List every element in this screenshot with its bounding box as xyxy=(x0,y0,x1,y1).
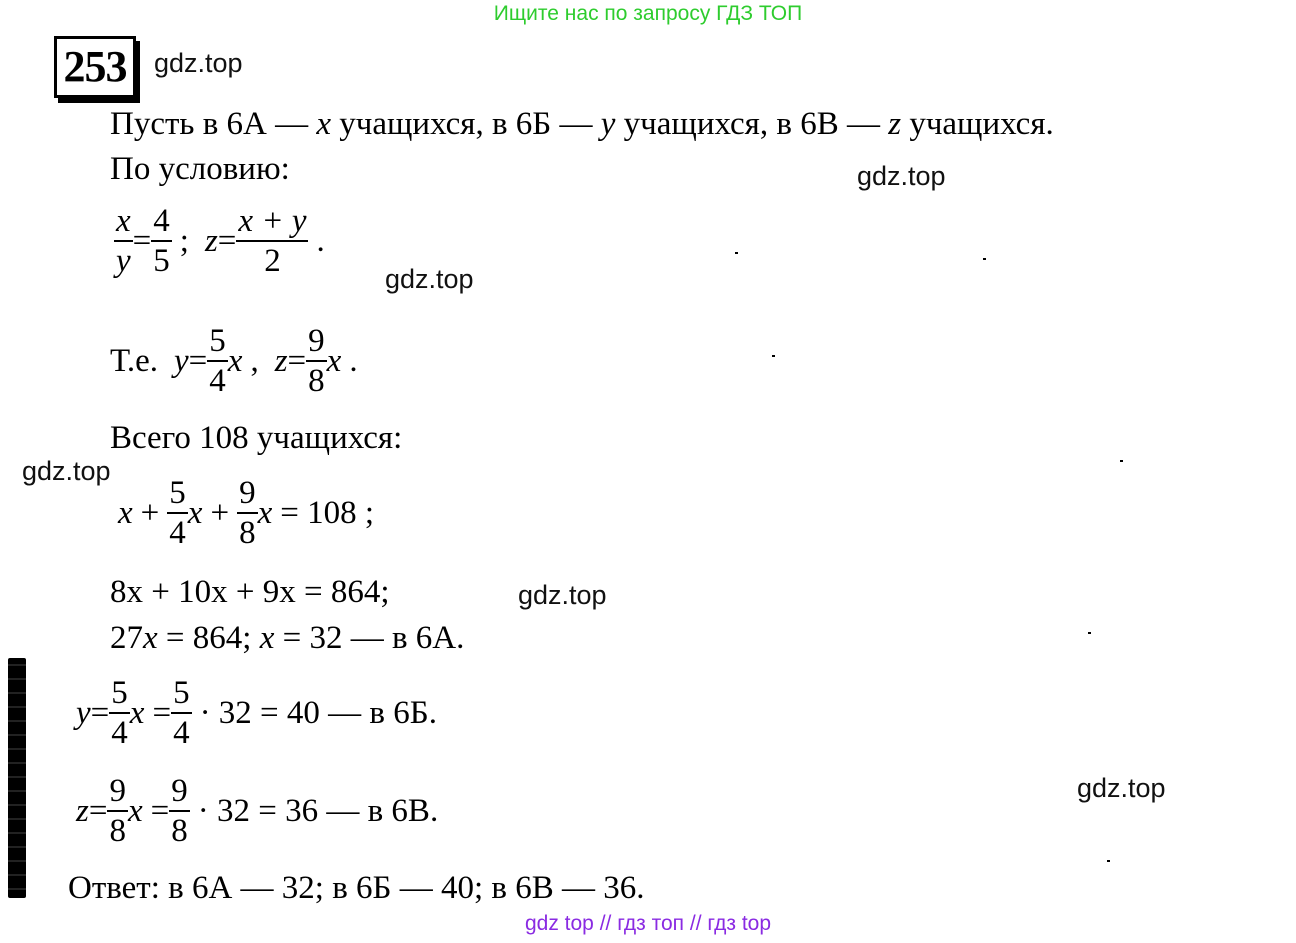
equation-5 xyxy=(110,622,464,655)
denominator: 5 xyxy=(153,242,170,279)
fraction xyxy=(237,476,258,550)
top-banner: Ищите нас по запросу ГДЗ ТОП xyxy=(493,2,803,25)
period: . xyxy=(316,222,325,259)
numerator: x + y xyxy=(238,203,307,239)
operator: = xyxy=(150,792,170,829)
scan-margin-bar xyxy=(8,658,26,898)
period: . xyxy=(349,342,358,379)
intro-text: учащихся, в 6Б — xyxy=(331,106,601,142)
watermark: gdz.top xyxy=(154,48,243,78)
var-z: z xyxy=(888,106,902,142)
operator: = xyxy=(90,694,110,731)
var-x: x xyxy=(143,620,158,656)
fraction xyxy=(306,324,327,398)
total-line: Всего 108 учащихся: xyxy=(110,420,403,456)
watermark: gdz.top xyxy=(518,580,607,610)
condition-line: По условию: xyxy=(110,151,290,187)
fraction xyxy=(109,676,130,750)
scan-dot xyxy=(772,355,775,357)
operator: = xyxy=(188,342,208,379)
numerator: x xyxy=(116,203,131,239)
problem-number: 253 xyxy=(54,36,136,98)
operator: = xyxy=(88,792,108,829)
fraction xyxy=(207,324,228,398)
watermark: gdz.top xyxy=(857,161,946,191)
intro-text: учащихся, в 6В — xyxy=(615,106,889,142)
numerator: 9 xyxy=(237,476,258,514)
bottom-banner: gdz top // гдз топ // гдз top xyxy=(524,912,772,935)
var-x: x xyxy=(129,694,145,731)
scan-dot xyxy=(735,252,738,254)
separator: , xyxy=(250,342,259,379)
denominator: 8 xyxy=(171,812,188,849)
separator: ; xyxy=(179,222,189,259)
equation-4: 8x + 10x + 9x = 864; xyxy=(110,574,390,610)
fraction xyxy=(171,676,192,750)
var-x: x xyxy=(257,494,273,531)
var-x: x xyxy=(118,494,133,531)
equation-6 xyxy=(76,676,437,750)
denominator: y xyxy=(116,242,131,279)
answer-line: Ответ: в 6А — 32; в 6Б — 40; в 6В — 36. xyxy=(68,870,645,906)
equation-text: = 32 — в 6А. xyxy=(274,620,465,656)
var-x: x xyxy=(227,342,243,379)
equation-rest: · 32 = 40 — в 6Б. xyxy=(199,694,437,731)
equation-text: = 864; xyxy=(157,620,260,656)
fraction xyxy=(169,774,190,848)
intro-text: Пусть в 6А — xyxy=(110,106,317,142)
fraction xyxy=(107,774,128,848)
operator: = xyxy=(217,222,237,259)
equation-rest: = 108 ; xyxy=(280,494,374,531)
operator: + xyxy=(140,494,160,531)
scan-dot xyxy=(1120,460,1123,462)
var-z: z xyxy=(274,342,288,379)
denominator: 8 xyxy=(308,362,325,399)
numerator: 9 xyxy=(169,774,190,812)
equation-1 xyxy=(114,204,325,278)
scan-dot xyxy=(1088,632,1091,634)
operator: = xyxy=(287,342,307,379)
equation-3 xyxy=(118,476,374,550)
numerator: 9 xyxy=(306,324,327,362)
fraction xyxy=(167,476,188,550)
denominator: 4 xyxy=(173,714,190,751)
intro-line xyxy=(110,108,1054,141)
denominator: 2 xyxy=(264,242,281,279)
denominator: 8 xyxy=(109,812,126,849)
denominator: 4 xyxy=(169,514,186,551)
var-y: y xyxy=(600,106,616,142)
var-z: z xyxy=(204,222,218,259)
operator: = xyxy=(132,222,152,259)
var-x: x xyxy=(127,792,143,829)
watermark: gdz.top xyxy=(22,456,111,486)
equation-rest: · 32 = 36 — в 6В. xyxy=(197,792,439,829)
numerator: 5 xyxy=(109,676,130,714)
var-y: y xyxy=(76,694,91,731)
denominator: 4 xyxy=(111,714,128,751)
var-z: z xyxy=(76,792,89,829)
scan-dot xyxy=(983,258,986,260)
watermark: gdz.top xyxy=(385,264,474,294)
fraction xyxy=(151,204,172,278)
numerator: 4 xyxy=(151,204,172,242)
var-x: x xyxy=(326,342,342,379)
scan-dot xyxy=(1107,860,1110,862)
numerator: 9 xyxy=(107,774,128,812)
equation-text: 27 xyxy=(110,620,143,656)
operator: = xyxy=(152,694,172,731)
numerator: 5 xyxy=(167,476,188,514)
watermark: gdz.top xyxy=(1077,773,1166,803)
lead-text: Т.е. xyxy=(110,342,159,379)
var-x: x xyxy=(316,106,332,142)
numerator: 5 xyxy=(171,676,192,714)
var-x: x xyxy=(259,620,275,656)
denominator: 8 xyxy=(239,514,256,551)
numerator: 5 xyxy=(207,324,228,362)
fraction xyxy=(236,204,308,278)
equation-2 xyxy=(110,324,358,398)
var-y: y xyxy=(174,342,189,379)
denominator: 4 xyxy=(209,362,226,399)
operator: + xyxy=(210,494,230,531)
fraction xyxy=(114,204,133,278)
equation-7 xyxy=(76,774,438,848)
intro-text: учащихся. xyxy=(901,106,1054,142)
var-x: x xyxy=(187,494,203,531)
